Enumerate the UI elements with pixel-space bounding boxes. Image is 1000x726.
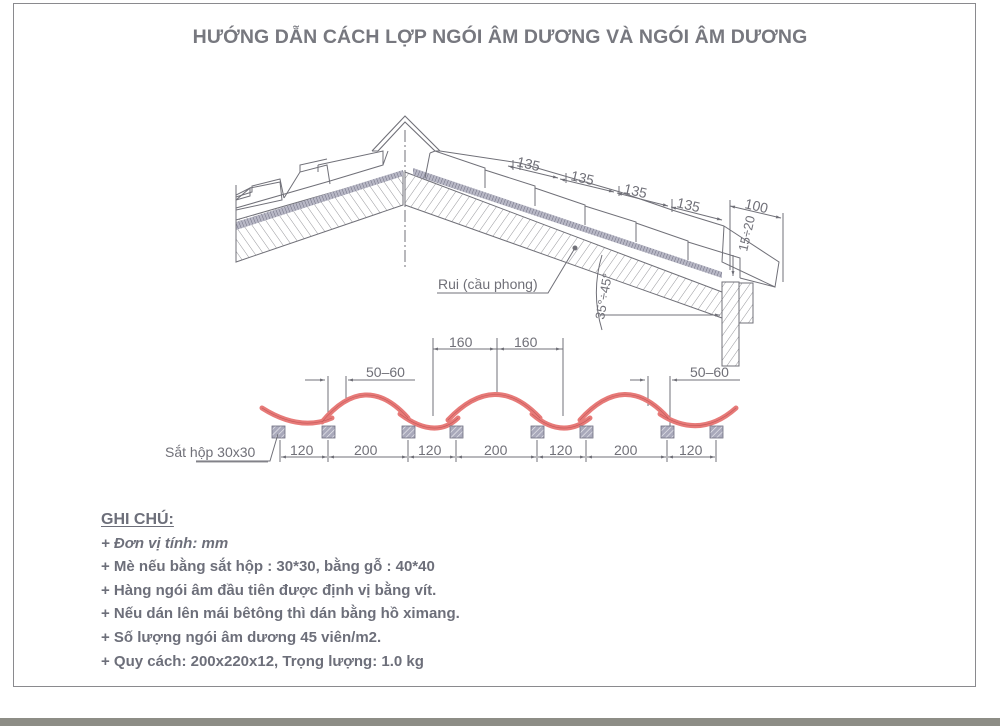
dim-135-1: 135 <box>515 153 542 175</box>
dim-120-1: 120 <box>290 442 314 458</box>
dim-160-2: 160 <box>514 334 538 350</box>
dim-200-2: 200 <box>484 442 508 458</box>
dim-overlap-right: 50–60 <box>690 364 729 380</box>
note-item: + Đơn vị tính: mm <box>101 534 229 552</box>
dim-135-4: 135 <box>675 194 702 216</box>
tile-wave <box>262 394 736 428</box>
dim-120-3: 120 <box>549 442 573 458</box>
page-title: HƯỚNG DẪN CÁCH LỢP NGÓI ÂM DƯƠNG VÀ NGÓI ÂM DƯƠNG <box>192 26 808 48</box>
batten-label: Sắt hộp 30x30 <box>165 444 256 460</box>
note-item: + Quy cách: 200x220x12, Trọng lượng: 1.0 kg <box>101 652 424 670</box>
dim-160-1: 160 <box>449 334 473 350</box>
pitch-label: 35°÷45° <box>592 272 616 321</box>
battens <box>272 426 723 438</box>
note-item: + Hàng ngói âm đầu tiên được định vị bằng vít. <box>101 581 437 599</box>
notes-heading: GHI CHÚ: <box>101 511 174 528</box>
note-item: + Mè nếu bằng sắt hộp : 30*30, bằng gỗ : 40*40 <box>101 558 435 576</box>
dim-200-3: 200 <box>614 442 638 458</box>
dim-120-4: 120 <box>679 442 703 458</box>
dim-15-20: 15÷20 <box>735 214 759 253</box>
dim-overlap-left: 50–60 <box>366 364 405 380</box>
dim-135-3: 135 <box>622 180 649 202</box>
rafter-label: Rui (cầu phong) <box>438 276 538 292</box>
dim-100: 100 <box>743 195 770 217</box>
dim-200-1: 200 <box>354 442 378 458</box>
dim-135-2: 135 <box>569 167 596 189</box>
dim-120-2: 120 <box>418 442 442 458</box>
notes-block <box>101 508 460 673</box>
note-item: + Số lượng ngói âm dương 45 viên/m2. <box>101 628 382 646</box>
note-item: + Nếu dán lên mái bêtông thì dán bằng hồ ximang. <box>101 605 460 623</box>
